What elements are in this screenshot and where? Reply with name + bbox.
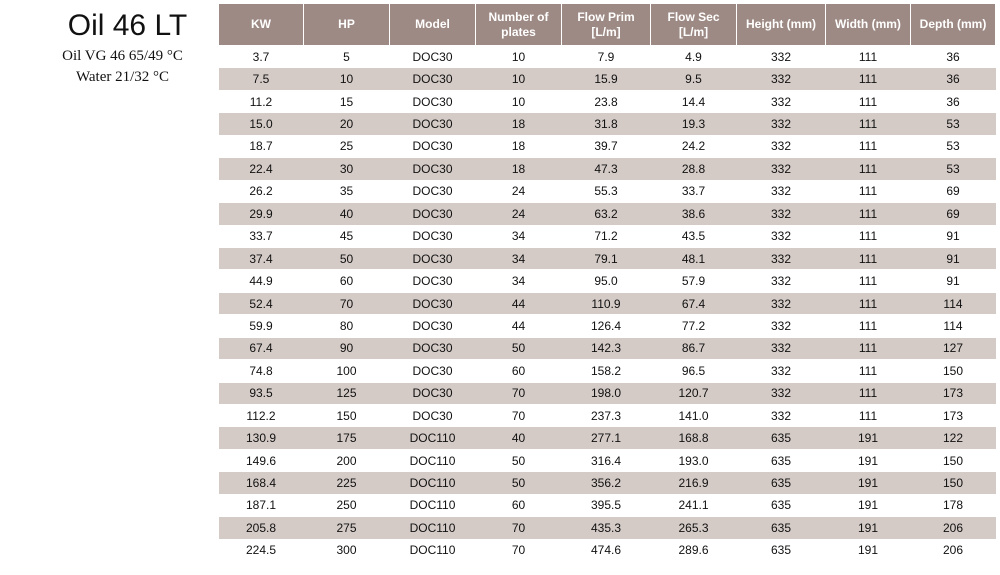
cell-depth: 127 bbox=[911, 337, 996, 359]
spec-table bbox=[218, 3, 996, 562]
cell-model: DOC110 bbox=[390, 449, 476, 471]
cell-height: 635 bbox=[737, 517, 826, 539]
cell-height: 332 bbox=[737, 68, 826, 90]
table-row bbox=[219, 270, 996, 292]
header-flow-sec: Flow Sec [L/m] bbox=[651, 4, 737, 46]
cell-kw: 205.8 bbox=[219, 517, 304, 539]
cell-height: 635 bbox=[737, 449, 826, 471]
cell-kw: 7.5 bbox=[219, 68, 304, 90]
header-hp: HP bbox=[304, 4, 390, 46]
cell-height: 332 bbox=[737, 135, 826, 157]
cell-height: 332 bbox=[737, 203, 826, 225]
cell-model: DOC30 bbox=[390, 225, 476, 247]
cell-depth: 122 bbox=[911, 427, 996, 449]
table-row bbox=[219, 90, 996, 112]
cell-plates: 34 bbox=[476, 225, 562, 247]
cell-model: DOC30 bbox=[390, 158, 476, 180]
cell-width: 191 bbox=[826, 517, 911, 539]
cell-hp: 35 bbox=[304, 180, 390, 202]
table-body bbox=[219, 46, 996, 562]
cell-plates: 10 bbox=[476, 46, 562, 68]
cell-flow-prim: 142.3 bbox=[562, 337, 651, 359]
cell-flow-prim: 23.8 bbox=[562, 90, 651, 112]
cell-kw: 11.2 bbox=[219, 90, 304, 112]
cell-plates: 34 bbox=[476, 247, 562, 269]
table-row bbox=[219, 539, 996, 561]
cell-depth: 91 bbox=[911, 270, 996, 292]
cell-flow-sec: 4.9 bbox=[651, 46, 737, 68]
cell-height: 635 bbox=[737, 427, 826, 449]
cell-height: 635 bbox=[737, 539, 826, 561]
cell-kw: 112.2 bbox=[219, 405, 304, 427]
cell-depth: 69 bbox=[911, 180, 996, 202]
cell-height: 332 bbox=[737, 225, 826, 247]
cell-hp: 45 bbox=[304, 225, 390, 247]
cell-hp: 300 bbox=[304, 539, 390, 561]
header-kw: KW bbox=[219, 4, 304, 46]
cell-width: 191 bbox=[826, 449, 911, 471]
cell-width: 111 bbox=[826, 135, 911, 157]
cell-width: 191 bbox=[826, 427, 911, 449]
cell-flow-prim: 7.9 bbox=[562, 46, 651, 68]
cell-hp: 50 bbox=[304, 247, 390, 269]
page-title: Oil 46 LT bbox=[67, 9, 188, 42]
cell-model: DOC30 bbox=[390, 203, 476, 225]
cell-hp: 275 bbox=[304, 517, 390, 539]
cell-hp: 150 bbox=[304, 405, 390, 427]
cell-flow-sec: 43.5 bbox=[651, 225, 737, 247]
cell-model: DOC30 bbox=[390, 405, 476, 427]
cell-flow-prim: 39.7 bbox=[562, 135, 651, 157]
cell-kw: 18.7 bbox=[219, 135, 304, 157]
cell-hp: 200 bbox=[304, 449, 390, 471]
cell-width: 111 bbox=[826, 247, 911, 269]
cell-flow-sec: 33.7 bbox=[651, 180, 737, 202]
cell-kw: 22.4 bbox=[219, 158, 304, 180]
cell-depth: 91 bbox=[911, 225, 996, 247]
cell-width: 111 bbox=[826, 225, 911, 247]
cell-flow-sec: 48.1 bbox=[651, 247, 737, 269]
cell-hp: 25 bbox=[304, 135, 390, 157]
table-row bbox=[219, 382, 996, 404]
table-row bbox=[219, 135, 996, 157]
cell-depth: 114 bbox=[911, 292, 996, 314]
cell-hp: 100 bbox=[304, 360, 390, 382]
cell-flow-sec: 241.1 bbox=[651, 494, 737, 516]
cell-model: DOC30 bbox=[390, 135, 476, 157]
table-row bbox=[219, 158, 996, 180]
cell-hp: 30 bbox=[304, 158, 390, 180]
table-row bbox=[219, 180, 996, 202]
cell-height: 332 bbox=[737, 360, 826, 382]
cell-flow-sec: 120.7 bbox=[651, 382, 737, 404]
table-row bbox=[219, 225, 996, 247]
cell-kw: 74.8 bbox=[219, 360, 304, 382]
header-flow-prim: Flow Prim [L/m] bbox=[562, 4, 651, 46]
cell-kw: 37.4 bbox=[219, 247, 304, 269]
header-model: Model bbox=[390, 4, 476, 46]
cell-height: 332 bbox=[737, 405, 826, 427]
table-row bbox=[219, 494, 996, 516]
cell-model: DOC30 bbox=[390, 247, 476, 269]
table-row bbox=[219, 517, 996, 539]
cell-kw: 168.4 bbox=[219, 472, 304, 494]
cell-hp: 10 bbox=[304, 68, 390, 90]
cell-flow-prim: 47.3 bbox=[562, 158, 651, 180]
cell-flow-sec: 67.4 bbox=[651, 292, 737, 314]
cell-flow-sec: 141.0 bbox=[651, 405, 737, 427]
cell-flow-sec: 86.7 bbox=[651, 337, 737, 359]
cell-depth: 114 bbox=[911, 315, 996, 337]
cell-flow-sec: 9.5 bbox=[651, 68, 737, 90]
cell-flow-prim: 55.3 bbox=[562, 180, 651, 202]
cell-height: 635 bbox=[737, 494, 826, 516]
cell-width: 111 bbox=[826, 360, 911, 382]
table-row bbox=[219, 315, 996, 337]
cell-width: 111 bbox=[826, 315, 911, 337]
cell-depth: 53 bbox=[911, 158, 996, 180]
cell-width: 111 bbox=[826, 203, 911, 225]
cell-kw: 52.4 bbox=[219, 292, 304, 314]
cell-flow-prim: 474.6 bbox=[562, 539, 651, 561]
cell-kw: 67.4 bbox=[219, 337, 304, 359]
cell-flow-prim: 158.2 bbox=[562, 360, 651, 382]
cell-depth: 150 bbox=[911, 472, 996, 494]
cell-depth: 91 bbox=[911, 247, 996, 269]
cell-hp: 90 bbox=[304, 337, 390, 359]
cell-flow-prim: 110.9 bbox=[562, 292, 651, 314]
cell-hp: 225 bbox=[304, 472, 390, 494]
table-row bbox=[219, 405, 996, 427]
cell-plates: 24 bbox=[476, 180, 562, 202]
cell-model: DOC110 bbox=[390, 494, 476, 516]
cell-flow-sec: 193.0 bbox=[651, 449, 737, 471]
cell-flow-prim: 15.9 bbox=[562, 68, 651, 90]
cell-depth: 150 bbox=[911, 449, 996, 471]
cell-depth: 53 bbox=[911, 135, 996, 157]
cell-hp: 125 bbox=[304, 382, 390, 404]
cell-width: 111 bbox=[826, 90, 911, 112]
cell-hp: 80 bbox=[304, 315, 390, 337]
cell-flow-prim: 63.2 bbox=[562, 203, 651, 225]
cell-width: 111 bbox=[826, 270, 911, 292]
cell-model: DOC110 bbox=[390, 427, 476, 449]
cell-flow-prim: 435.3 bbox=[562, 517, 651, 539]
cell-flow-prim: 79.1 bbox=[562, 247, 651, 269]
cell-kw: 224.5 bbox=[219, 539, 304, 561]
cell-kw: 44.9 bbox=[219, 270, 304, 292]
cell-flow-prim: 126.4 bbox=[562, 315, 651, 337]
cell-hp: 60 bbox=[304, 270, 390, 292]
cell-hp: 250 bbox=[304, 494, 390, 516]
cell-plates: 24 bbox=[476, 203, 562, 225]
cell-height: 635 bbox=[737, 472, 826, 494]
cell-flow-prim: 198.0 bbox=[562, 382, 651, 404]
cell-plates: 60 bbox=[476, 494, 562, 516]
cell-depth: 178 bbox=[911, 494, 996, 516]
cell-depth: 36 bbox=[911, 46, 996, 68]
cell-model: DOC30 bbox=[390, 180, 476, 202]
cell-model: DOC30 bbox=[390, 68, 476, 90]
cell-depth: 150 bbox=[911, 360, 996, 382]
cell-height: 332 bbox=[737, 315, 826, 337]
cell-height: 332 bbox=[737, 180, 826, 202]
header-plates: Number of plates bbox=[476, 4, 562, 46]
table-row bbox=[219, 427, 996, 449]
cell-height: 332 bbox=[737, 292, 826, 314]
cell-kw: 3.7 bbox=[219, 46, 304, 68]
table-row bbox=[219, 68, 996, 90]
cell-width: 111 bbox=[826, 68, 911, 90]
cell-kw: 187.1 bbox=[219, 494, 304, 516]
side-panel bbox=[0, 0, 215, 88]
table-row bbox=[219, 46, 996, 68]
cell-flow-sec: 24.2 bbox=[651, 135, 737, 157]
cell-hp: 5 bbox=[304, 46, 390, 68]
cell-width: 191 bbox=[826, 539, 911, 561]
cell-width: 111 bbox=[826, 46, 911, 68]
cell-width: 111 bbox=[826, 382, 911, 404]
table-row bbox=[219, 203, 996, 225]
cell-flow-prim: 31.8 bbox=[562, 113, 651, 135]
cell-plates: 34 bbox=[476, 270, 562, 292]
header-width: Width (mm) bbox=[826, 4, 911, 46]
cell-flow-sec: 265.3 bbox=[651, 517, 737, 539]
cell-height: 332 bbox=[737, 158, 826, 180]
cell-plates: 50 bbox=[476, 449, 562, 471]
cell-hp: 20 bbox=[304, 113, 390, 135]
table-row bbox=[219, 337, 996, 359]
cell-depth: 36 bbox=[911, 90, 996, 112]
header-depth: Depth (mm) bbox=[911, 4, 996, 46]
cell-depth: 36 bbox=[911, 68, 996, 90]
cell-hp: 70 bbox=[304, 292, 390, 314]
cell-height: 332 bbox=[737, 337, 826, 359]
cell-model: DOC30 bbox=[390, 337, 476, 359]
cell-flow-prim: 395.5 bbox=[562, 494, 651, 516]
table-header-row bbox=[219, 4, 996, 46]
cell-plates: 18 bbox=[476, 135, 562, 157]
cell-plates: 70 bbox=[476, 517, 562, 539]
cell-depth: 206 bbox=[911, 539, 996, 561]
cell-kw: 130.9 bbox=[219, 427, 304, 449]
table-row bbox=[219, 360, 996, 382]
cell-height: 332 bbox=[737, 247, 826, 269]
cell-model: DOC30 bbox=[390, 270, 476, 292]
cell-height: 332 bbox=[737, 270, 826, 292]
cell-height: 332 bbox=[737, 46, 826, 68]
cell-plates: 44 bbox=[476, 292, 562, 314]
cell-model: DOC30 bbox=[390, 382, 476, 404]
cell-kw: 33.7 bbox=[219, 225, 304, 247]
cell-model: DOC110 bbox=[390, 472, 476, 494]
cell-flow-sec: 168.8 bbox=[651, 427, 737, 449]
cell-flow-sec: 38.6 bbox=[651, 203, 737, 225]
cell-flow-sec: 19.3 bbox=[651, 113, 737, 135]
cell-height: 332 bbox=[737, 90, 826, 112]
cell-flow-sec: 216.9 bbox=[651, 472, 737, 494]
cell-flow-prim: 277.1 bbox=[562, 427, 651, 449]
cell-flow-prim: 356.2 bbox=[562, 472, 651, 494]
cell-width: 111 bbox=[826, 405, 911, 427]
cell-flow-sec: 289.6 bbox=[651, 539, 737, 561]
header-height: Height (mm) bbox=[737, 4, 826, 46]
cell-plates: 44 bbox=[476, 315, 562, 337]
cell-flow-prim: 71.2 bbox=[562, 225, 651, 247]
cell-flow-sec: 14.4 bbox=[651, 90, 737, 112]
cell-plates: 50 bbox=[476, 472, 562, 494]
cell-flow-prim: 316.4 bbox=[562, 449, 651, 471]
cell-width: 111 bbox=[826, 113, 911, 135]
cell-flow-prim: 237.3 bbox=[562, 405, 651, 427]
cell-plates: 18 bbox=[476, 113, 562, 135]
cell-width: 191 bbox=[826, 494, 911, 516]
cell-kw: 15.0 bbox=[219, 113, 304, 135]
table-row bbox=[219, 292, 996, 314]
cell-plates: 50 bbox=[476, 337, 562, 359]
cell-width: 111 bbox=[826, 337, 911, 359]
table-row bbox=[219, 472, 996, 494]
cell-model: DOC30 bbox=[390, 292, 476, 314]
table-row bbox=[219, 247, 996, 269]
cell-kw: 59.9 bbox=[219, 315, 304, 337]
cell-kw: 29.9 bbox=[219, 203, 304, 225]
cell-depth: 173 bbox=[911, 382, 996, 404]
cell-model: DOC30 bbox=[390, 360, 476, 382]
cell-model: DOC110 bbox=[390, 517, 476, 539]
cell-kw: 149.6 bbox=[219, 449, 304, 471]
cell-height: 332 bbox=[737, 113, 826, 135]
cell-plates: 10 bbox=[476, 90, 562, 112]
cell-plates: 40 bbox=[476, 427, 562, 449]
cell-depth: 173 bbox=[911, 405, 996, 427]
cell-width: 111 bbox=[826, 180, 911, 202]
cell-depth: 53 bbox=[911, 113, 996, 135]
cell-flow-sec: 28.8 bbox=[651, 158, 737, 180]
cell-plates: 70 bbox=[476, 382, 562, 404]
cell-hp: 175 bbox=[304, 427, 390, 449]
cell-flow-sec: 77.2 bbox=[651, 315, 737, 337]
cell-model: DOC30 bbox=[390, 46, 476, 68]
table-row bbox=[219, 113, 996, 135]
oil-condition-label: Oil VG 46 65/49 °C bbox=[62, 48, 183, 64]
cell-width: 111 bbox=[826, 158, 911, 180]
cell-depth: 206 bbox=[911, 517, 996, 539]
cell-plates: 70 bbox=[476, 405, 562, 427]
cell-model: DOC30 bbox=[390, 90, 476, 112]
cell-plates: 70 bbox=[476, 539, 562, 561]
cell-hp: 40 bbox=[304, 203, 390, 225]
cell-height: 332 bbox=[737, 382, 826, 404]
cell-flow-sec: 96.5 bbox=[651, 360, 737, 382]
cell-model: DOC110 bbox=[390, 539, 476, 561]
cell-plates: 10 bbox=[476, 68, 562, 90]
cell-depth: 69 bbox=[911, 203, 996, 225]
cell-kw: 26.2 bbox=[219, 180, 304, 202]
table-row bbox=[219, 449, 996, 471]
cell-kw: 93.5 bbox=[219, 382, 304, 404]
cell-width: 191 bbox=[826, 472, 911, 494]
cell-hp: 15 bbox=[304, 90, 390, 112]
cell-model: DOC30 bbox=[390, 315, 476, 337]
cell-plates: 60 bbox=[476, 360, 562, 382]
cell-model: DOC30 bbox=[390, 113, 476, 135]
water-condition-label: Water 21/32 °C bbox=[75, 69, 170, 85]
cell-flow-prim: 95.0 bbox=[562, 270, 651, 292]
cell-plates: 18 bbox=[476, 158, 562, 180]
cell-flow-sec: 57.9 bbox=[651, 270, 737, 292]
cell-width: 111 bbox=[826, 292, 911, 314]
